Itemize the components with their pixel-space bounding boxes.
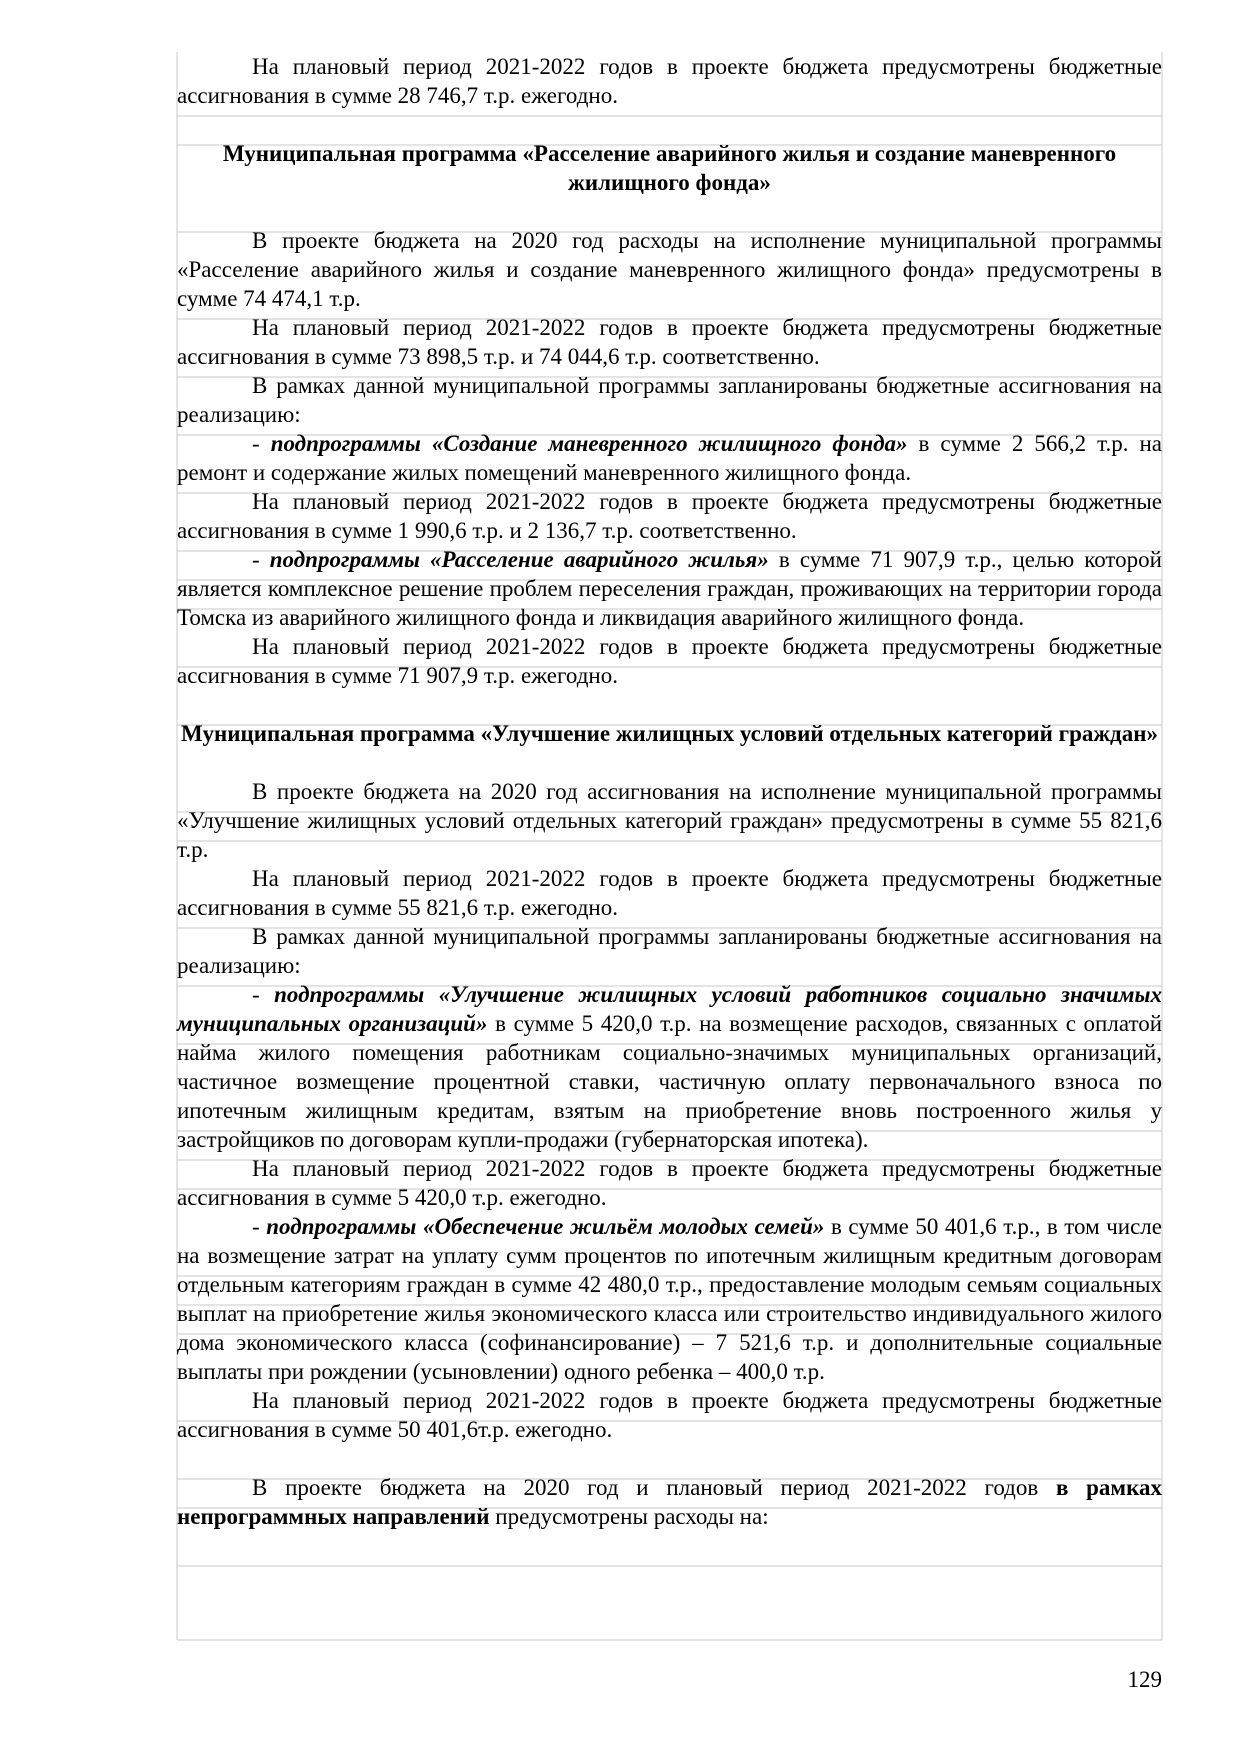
paragraph-text: В проекте бюджета на 2020 год и плановый период 2021-2022 годов	[252, 1475, 1056, 1500]
section-heading: Муниципальная программа «Расселение аварийного жилья и создание маневренного жилищного фонда»	[222, 141, 1117, 195]
paragraph	[177, 922, 1162, 980]
paragraph	[177, 1473, 1162, 1531]
paragraph: - подпрограммы «Создание маневренного жилищного фонда» в сумме 2 566,2 т.р. на ремонт и содержание жилых помещений маневренного жилищного фонда.	[177, 431, 1163, 485]
subprogram-name: подпрограммы «Создание маневренного жилищного фонда»	[270, 431, 908, 456]
paragraph-text: На плановый период 2021-2022 годов в проекте бюджета предусмотрены бюджетные ассигнования в сумме 1 990,6 т.р. и 2 136,7 т.р. соответственно.	[177, 489, 1162, 543]
paragraph-text: На плановый период 2021-2022 годов в проекте бюджета предусмотрены бюджетные ассигнования в сумме 5 420,0 т.р. ежегодно.	[177, 1156, 1162, 1210]
paragraph	[177, 1154, 1162, 1212]
paragraph: - подпрограммы «Расселение аварийного жилья» в сумме 71 907,9 т.р., целью которой является комплексное решение проблем переселения граждан, проживающих на территории города Томска из аварийного жилищного фонда и ликвидация аварийного жилищного фонда.	[177, 547, 1162, 630]
paragraph-text: На плановый период 2021-2022 годов в проекте бюджета предусмотрены бюджетные ассигнования в сумме 73 898,5 т.р. и 74 044,6 т.р. соответственно.	[177, 315, 1162, 369]
paragraph	[177, 632, 1162, 690]
paragraph-text: В рамках данной муниципальной программы запланированы бюджетные ассигнования на реализацию:	[177, 373, 1162, 427]
paragraph	[177, 52, 1162, 110]
paragraph-text: В проекте бюджета на 2020 год расходы на исполнение муниципальной программы «Расселение аварийного жилья и создание маневренного жилищного фонда» предусмотрены в сумме 74 474,1 т.р.	[177, 228, 1162, 311]
emphasis-text: в рамках непрограммных направлений	[177, 1475, 1162, 1529]
paragraph: - подпрограммы «Улучшение жилищных условий работников социально значимых муниципальных организаций» в сумме 5 420,0 т.р. на возмещение расходов, связанных с оплатой найма жилого помещения работникам социально-значимых муниципальных организаций, частичное возмещение процентной ставки, частичную оплату первоначального взноса по ипотечным жилищным кредитам, взятым на приобретение вновь построенного жилья у застройщиков по договорам купли-продажи (губернаторская ипотека).	[177, 982, 1163, 1152]
paragraph-text: в сумме 5 420,0 т.р. на возмещение расходов, связанных с оплатой найма жилого помещения работникам социально-значимых муниципальных организаций, частичное возмещение процентной ставки, частичную оплату первоначального взноса по ипотечным жилищным кредитам, взятым на приобретение вновь построенного жилья у застройщиков по договорам купли-продажи (губернаторская ипотека).	[177, 1011, 1163, 1152]
paragraph-text: в сумме 50 401,6 т.р., в том числе на возмещение затрат на уплату сумм процентов по ипотечным жилищным кредитным договорам отдельным категориям граждан в сумме 42 480,0 т.р., предоставление молодым семьям социальных выплат на приобретение жилья экономического класса или строительство индивидуального жилого дома экономического класса (софинансирование) – 7 521,6 т.р. и дополнительные социальные выплаты при рождении (усыновлении) одного ребенка – 400,0 т.р.	[177, 1214, 1162, 1384]
document-body	[177, 52, 1162, 1531]
paragraph-text: На плановый период 2021-2022 годов в проекте бюджета предусмотрены бюджетные ассигнования в сумме 28 746,7 т.р. ежегодно.	[177, 54, 1162, 108]
subprogram-name: подпрограммы «Обеспечение жильём молодых семей»	[266, 1214, 825, 1239]
paragraph	[177, 1386, 1162, 1444]
paragraph: - подпрограммы «Обеспечение жильём молодых семей» в сумме 50 401,6 т.р., в том числе на возмещение затрат на уплату сумм процентов по ипотечным жилищным кредитным договорам отдельным категориям граждан в сумме 42 480,0 т.р., предоставление молодым семьям социальных выплат на приобретение жилья экономического класса или строительство индивидуального жилого дома экономического класса (софинансирование) – 7 521,6 т.р. и дополнительные социальные выплаты при рождении (усыновлении) одного ребенка – 400,0 т.р.	[177, 1214, 1162, 1384]
page-number: 129	[1127, 1667, 1162, 1692]
spacer	[177, 690, 1162, 719]
paragraph-text: На плановый период 2021-2022 годов в проекте бюджета предусмотрены бюджетные ассигнования в сумме 71 907,9 т.р. ежегодно.	[177, 634, 1162, 688]
paragraph	[177, 777, 1162, 864]
subprogram-name: подпрограммы «Расселение аварийного жилья»	[269, 547, 769, 572]
paragraph-text: На плановый период 2021-2022 годов в проекте бюджета предусмотрены бюджетные ассигнования в сумме 50 401,6т.р. ежегодно.	[177, 1388, 1162, 1442]
paragraph	[177, 371, 1162, 429]
paragraph-text: в сумме 2 566,2 т.р. на ремонт и содержание жилых помещений маневренного жилищного фонда.	[177, 431, 1163, 485]
spacer	[177, 1444, 1162, 1473]
paragraph-text: В рамках данной муниципальной программы запланированы бюджетные ассигнования на реализацию:	[177, 924, 1162, 978]
subprogram-name: подпрограммы «Улучшение жилищных условий работников социально значимых муниципальных организаций»	[177, 982, 1162, 1036]
spacer	[177, 748, 1162, 777]
paragraph-text: На плановый период 2021-2022 годов в проекте бюджета предусмотрены бюджетные ассигнования в сумме 55 821,6 т.р. ежегодно.	[177, 866, 1162, 920]
paragraph	[177, 226, 1162, 313]
spacer	[177, 197, 1162, 226]
paragraph-text: В проекте бюджета на 2020 год ассигнования на исполнение муниципальной программы «Улучшение жилищных условий отдельных категорий граждан» предусмотрены в сумме 55 821,6 т.р.	[177, 779, 1162, 862]
paragraph-text: в сумме 71 907,9 т.р., целью которой является комплексное решение проблем переселения граждан, проживающих на территории города Томска из аварийного жилищного фонда и ликвидация аварийного жилищного фонда.	[177, 547, 1162, 630]
spacer	[177, 110, 1162, 139]
section-heading: Муниципальная программа «Улучшение жилищных условий отдельных категорий граждан»	[181, 721, 1158, 746]
paragraph-text-after: предусмотрены расходы на:	[489, 1504, 769, 1529]
paragraph	[177, 313, 1162, 371]
paragraph	[177, 864, 1162, 922]
paragraph	[177, 487, 1162, 545]
